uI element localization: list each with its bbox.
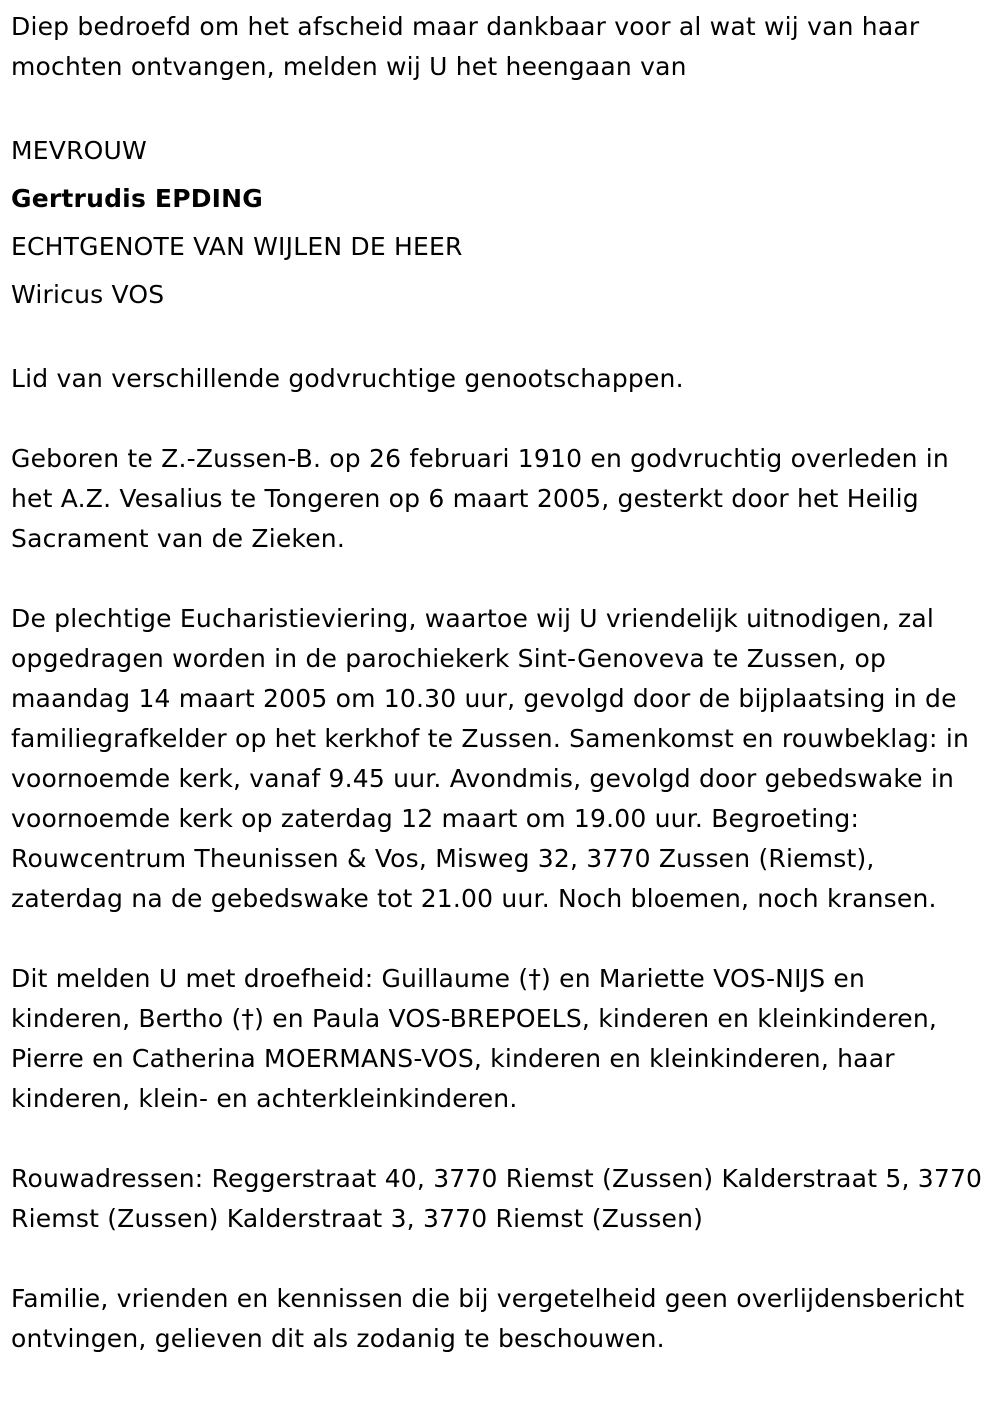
spouse-name: Wiricus VOS <box>11 280 165 309</box>
closing-paragraph: Familie, vrienden en kennissen die bij vergetelheid geen overlijdensbericht ontvingen, gelieven dit als zodanig te beschouwen. <box>11 1284 965 1353</box>
spouse-label: ECHTGENOTE VAN WIJLEN DE HEER <box>11 232 463 261</box>
deceased-name: Gertrudis EPDING <box>11 184 264 213</box>
deceased-title: MEVROUW <box>11 136 147 165</box>
birth-death-paragraph: Geboren te Z.-Zussen-B. op 26 februari 1910 en godvruchtig overleden in het A.Z. Vesalius te Tongeren op 6 maart 2005, gesterkt door het Heilig Sacrament van de Zieken. <box>11 444 949 553</box>
death-notice <box>11 7 986 1359</box>
family-paragraph: Dit melden U met droefheid: Guillaume (†) en Mariette VOS-NIJS en kinderen, Bertho (†) en Paula VOS-BREPOELS, kinderen en kleinkinderen, Pierre en Catherina MOERMANS-VOS, kinderen en kleinkinderen, haar kinderen, klein- en achterkleinkinderen. <box>11 964 938 1113</box>
membership-paragraph: Lid van verschillende godvruchtige genootschappen. <box>11 364 684 393</box>
ceremony-paragraph: De plechtige Eucharistieviering, waartoe wij U vriendelijk uitnodigen, zal opgedragen worden in de parochiekerk Sint-Genoveva te Zussen, op maandag 14 maart 2005 om 10.30 uur, gevolgd door de bijplaatsing in de familiegrafkelder op het kerkhof te Zussen. Samenkomst en rouwbeklag: in voornoemde kerk, vanaf 9.45 uur. Avondmis, gevolgd door gebedswake in voornoemde kerk op zaterdag 12 maart om 19.00 uur. Begroeting: Rouwcentrum Theunissen & Vos, Misweg 32, 3770 Zussen (Riemst), zaterdag na de gebedswake tot 21.00 uur. Noch bloemen, noch kransen. <box>11 604 970 913</box>
intro-paragraph: Diep bedroefd om het afscheid maar dankbaar voor al wat wij van haar mochten ontvangen, melden wij U het heengaan van <box>11 12 920 81</box>
addresses-paragraph: Rouwadressen: Reggerstraat 40, 3770 Riemst (Zussen) Kalderstraat 5, 3770 Riemst (Zussen) Kalderstraat 3, 3770 Riemst (Zussen) <box>11 1164 983 1233</box>
